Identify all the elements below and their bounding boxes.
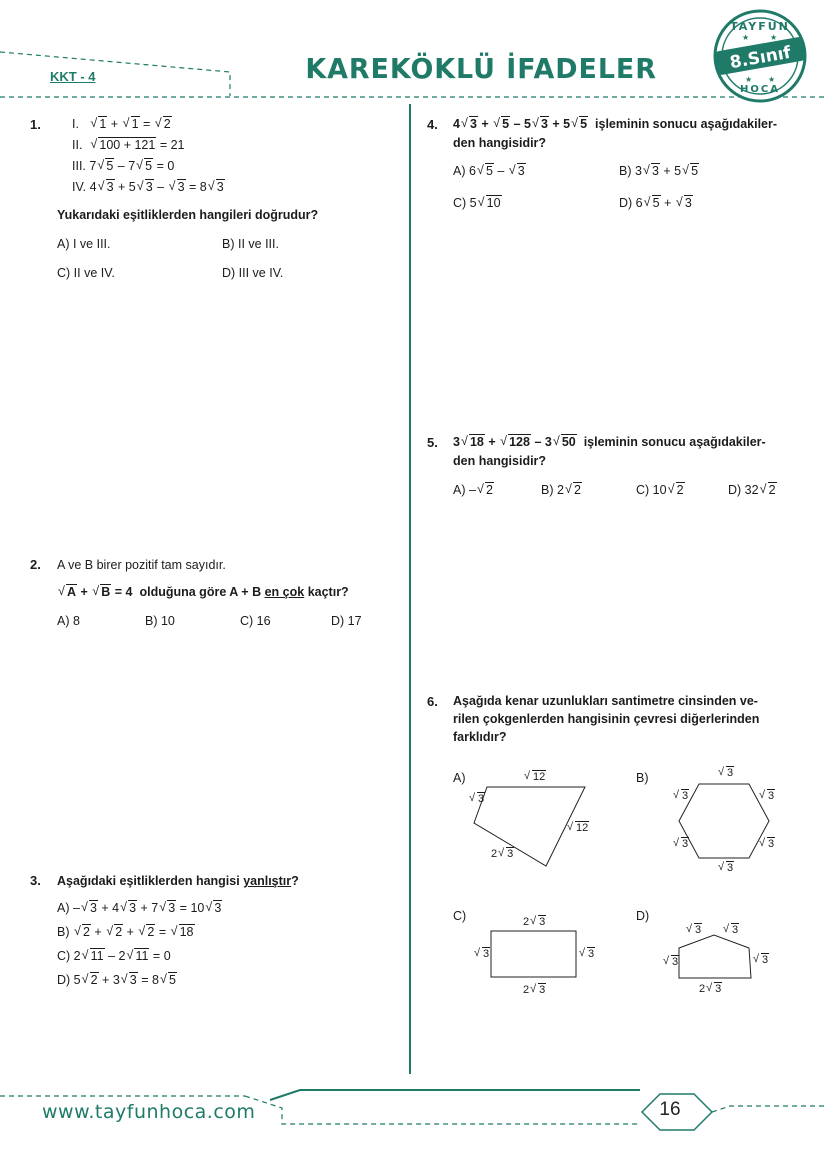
fig-b-top-label: √ 3 (717, 767, 734, 779)
q6-number: 6. (427, 694, 438, 709)
q4-expression: 4√ 3 + √ 5 – 5√ 3 + 5√ 5 işleminin sonucu aşağıdakiler- (453, 116, 777, 132)
q6-figure-c[interactable] (488, 928, 580, 980)
fig-a-bottom-label: 2√ 3 (491, 848, 514, 860)
fig-a-top-label: √ 12 (523, 771, 546, 783)
column-divider (409, 104, 411, 1074)
q1-option-b[interactable]: B) II ve III. (222, 237, 279, 251)
q3-option-d[interactable]: D) 5√ 2 + 3√ 3 = 8√ 5 (57, 972, 177, 988)
q2-option-c[interactable]: C) 16 (240, 614, 271, 628)
fig-b-bottom-label: √ 3 (717, 862, 734, 874)
svg-text:★: ★ (768, 75, 776, 84)
q5-option-a[interactable]: A) –√ 2 (453, 482, 494, 498)
q1-question: Yukarıdaki eşitliklerden hangileri doğrudur? (57, 208, 319, 222)
q4-number: 4. (427, 117, 438, 132)
badge-logo (712, 8, 808, 104)
q5-expression: 3√ 18 + √ 128 – 3√ 50 işleminin sonucu aşağıdakiler- (453, 434, 766, 450)
q6-figure-d[interactable] (676, 930, 756, 982)
badge-top-text: TAYFUN (730, 20, 790, 33)
page-number: 16 (659, 1099, 681, 1120)
q2-option-d[interactable]: D) 17 (331, 614, 362, 628)
fig-b-lower-left-label: √ 3 (672, 838, 689, 850)
q3-number: 3. (30, 873, 41, 888)
q3-option-a[interactable]: A) –√ 3 + 4√ 3 + 7√ 3 = 10√ 3 (57, 900, 222, 916)
fig-b-upper-right-label: √ 3 (758, 790, 775, 802)
q3-option-b[interactable]: B) √ 2 + √ 2 + √ 2 = √ 18 (57, 924, 195, 940)
badge-middle-text: 8.Sınıf (728, 42, 793, 74)
fig-b-lower-right-label: √ 3 (758, 838, 775, 850)
page-title: KAREKÖKLÜ İFADELER (305, 52, 657, 85)
test-code: KKT - 4 (50, 69, 96, 84)
q6-option-d-label[interactable]: D) (636, 909, 650, 923)
fig-d-bottom-label: 2√ 3 (699, 983, 722, 995)
q5-number: 5. (427, 435, 438, 450)
q4-text-2: den hangisidir? (453, 136, 547, 150)
q6-text-3: farklıdır? (453, 730, 507, 744)
q1-option-c[interactable]: C) II ve IV. (57, 266, 115, 280)
q6-option-c-label[interactable]: C) (453, 909, 467, 923)
fig-b-upper-left-label: √ 3 (672, 790, 689, 802)
fig-c-left-label: √ 3 (473, 948, 490, 960)
fig-d-roof-right-label: √ 3 (722, 924, 739, 936)
fig-d-right-label: √ 3 (752, 954, 769, 966)
q6-text-2: rilen çokgenlerden hangisinin çevresi diğerlerinden (453, 712, 760, 726)
q1-number: 1. (30, 117, 41, 132)
q1-option-d[interactable]: D) III ve IV. (222, 266, 284, 280)
svg-text:★: ★ (770, 33, 778, 42)
q5-option-b[interactable]: B) 2√ 2 (541, 482, 582, 498)
q1-item-4: IV. 4√ 3 + 5√ 3 – √ 3 = 8√ 3 (72, 179, 225, 195)
q6-option-a-label[interactable]: A) (453, 771, 466, 785)
q2-number: 2. (30, 557, 41, 572)
svg-text:★: ★ (745, 75, 753, 84)
q1-item-1: I. √ 1 + √ 1 = √ 2 (72, 116, 172, 132)
q1-item-3: III. 7√ 5 – 7√ 5 = 0 (72, 158, 174, 174)
q1-item-2: II. √ 100 + 121 = 21 (72, 137, 185, 153)
q3-question: Aşağıdaki eşitliklerden hangisi yanlıştır? (57, 874, 299, 888)
q4-option-b[interactable]: B) 3√ 3 + 5√ 5 (619, 163, 699, 179)
q3-option-c[interactable]: C) 2√ 11 – 2√ 11 = 0 (57, 948, 171, 964)
fig-c-top-label: 2√ 3 (523, 916, 546, 928)
fig-a-left-label: √ 3 (468, 793, 485, 805)
q2-condition: √ A + √ B = 4 olduğuna göre A + B en çok kaçtır? (57, 584, 349, 600)
q2-option-a[interactable]: A) 8 (57, 614, 80, 628)
q6-option-b-label[interactable]: B) (636, 771, 649, 785)
fig-c-right-label: √ 3 (578, 948, 595, 960)
q5-text-2: den hangisidir? (453, 454, 547, 468)
badge-bottom-text: HOCA (740, 84, 780, 95)
q5-option-c[interactable]: C) 10√ 2 (636, 482, 685, 498)
q2-option-b[interactable]: B) 10 (145, 614, 175, 628)
q4-option-d[interactable]: D) 6√ 5 + √ 3 (619, 195, 693, 211)
fig-d-left-label: √ 3 (662, 956, 679, 968)
q5-option-d[interactable]: D) 32√ 2 (728, 482, 777, 498)
q6-text-1: Aşağıda kenar uzunlukları santimetre cinsinden ve- (453, 694, 758, 708)
q4-option-c[interactable]: C) 5√ 10 (453, 195, 502, 211)
fig-c-bottom-label: 2√ 3 (523, 984, 546, 996)
q4-option-a[interactable]: A) 6√ 5 – √ 3 (453, 163, 526, 179)
fig-d-roof-left-label: √ 3 (685, 924, 702, 936)
footer-url[interactable]: www.tayfunhoca.com (42, 1101, 256, 1123)
q1-option-a[interactable]: A) I ve III. (57, 237, 111, 251)
svg-text:★: ★ (742, 33, 750, 42)
q2-intro: A ve B birer pozitif tam sayıdır. (57, 558, 226, 572)
fig-a-right-label: √ 12 (566, 822, 589, 834)
